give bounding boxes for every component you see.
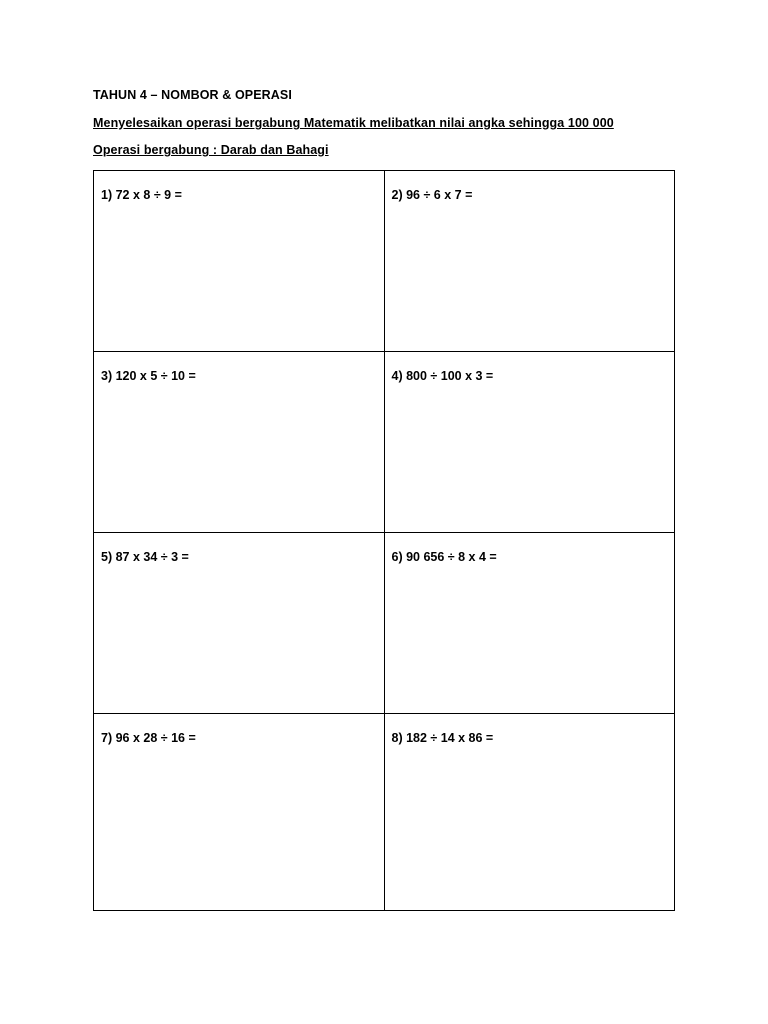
grid-row — [94, 714, 675, 911]
question-cell — [94, 352, 385, 533]
question-cell — [384, 352, 675, 533]
question-8: 8) 182 ÷ 14 x 86 = — [391, 731, 494, 745]
question-1: 1) 72 x 8 ÷ 9 = — [101, 188, 182, 202]
page-subtitle: Menyelesaikan operasi bergabung Matematik melibatkan nilai angka sehingga 100 000 — [93, 116, 614, 130]
question-cell — [384, 714, 675, 911]
page-title: TAHUN 4 – NOMBOR & OPERASI — [93, 88, 292, 102]
question-cell — [94, 171, 385, 352]
question-cell — [94, 714, 385, 911]
question-7: 7) 96 x 28 ÷ 16 = — [101, 731, 196, 745]
question-4: 4) 800 ÷ 100 x 3 = — [391, 369, 494, 383]
question-3: 3) 120 x 5 ÷ 10 = — [101, 369, 196, 383]
question-5: 5) 87 x 34 ÷ 3 = — [101, 550, 189, 564]
question-2: 2) 96 ÷ 6 x 7 = — [391, 188, 473, 202]
question-grid — [93, 170, 675, 911]
question-cell — [384, 171, 675, 352]
question-6: 6) 90 656 ÷ 8 x 4 = — [391, 550, 497, 564]
question-cell — [384, 533, 675, 714]
grid-row — [94, 533, 675, 714]
section-heading: Operasi bergabung : Darab dan Bahagi — [93, 143, 329, 157]
grid-row — [94, 171, 675, 352]
grid-row — [94, 352, 675, 533]
question-cell — [94, 533, 385, 714]
